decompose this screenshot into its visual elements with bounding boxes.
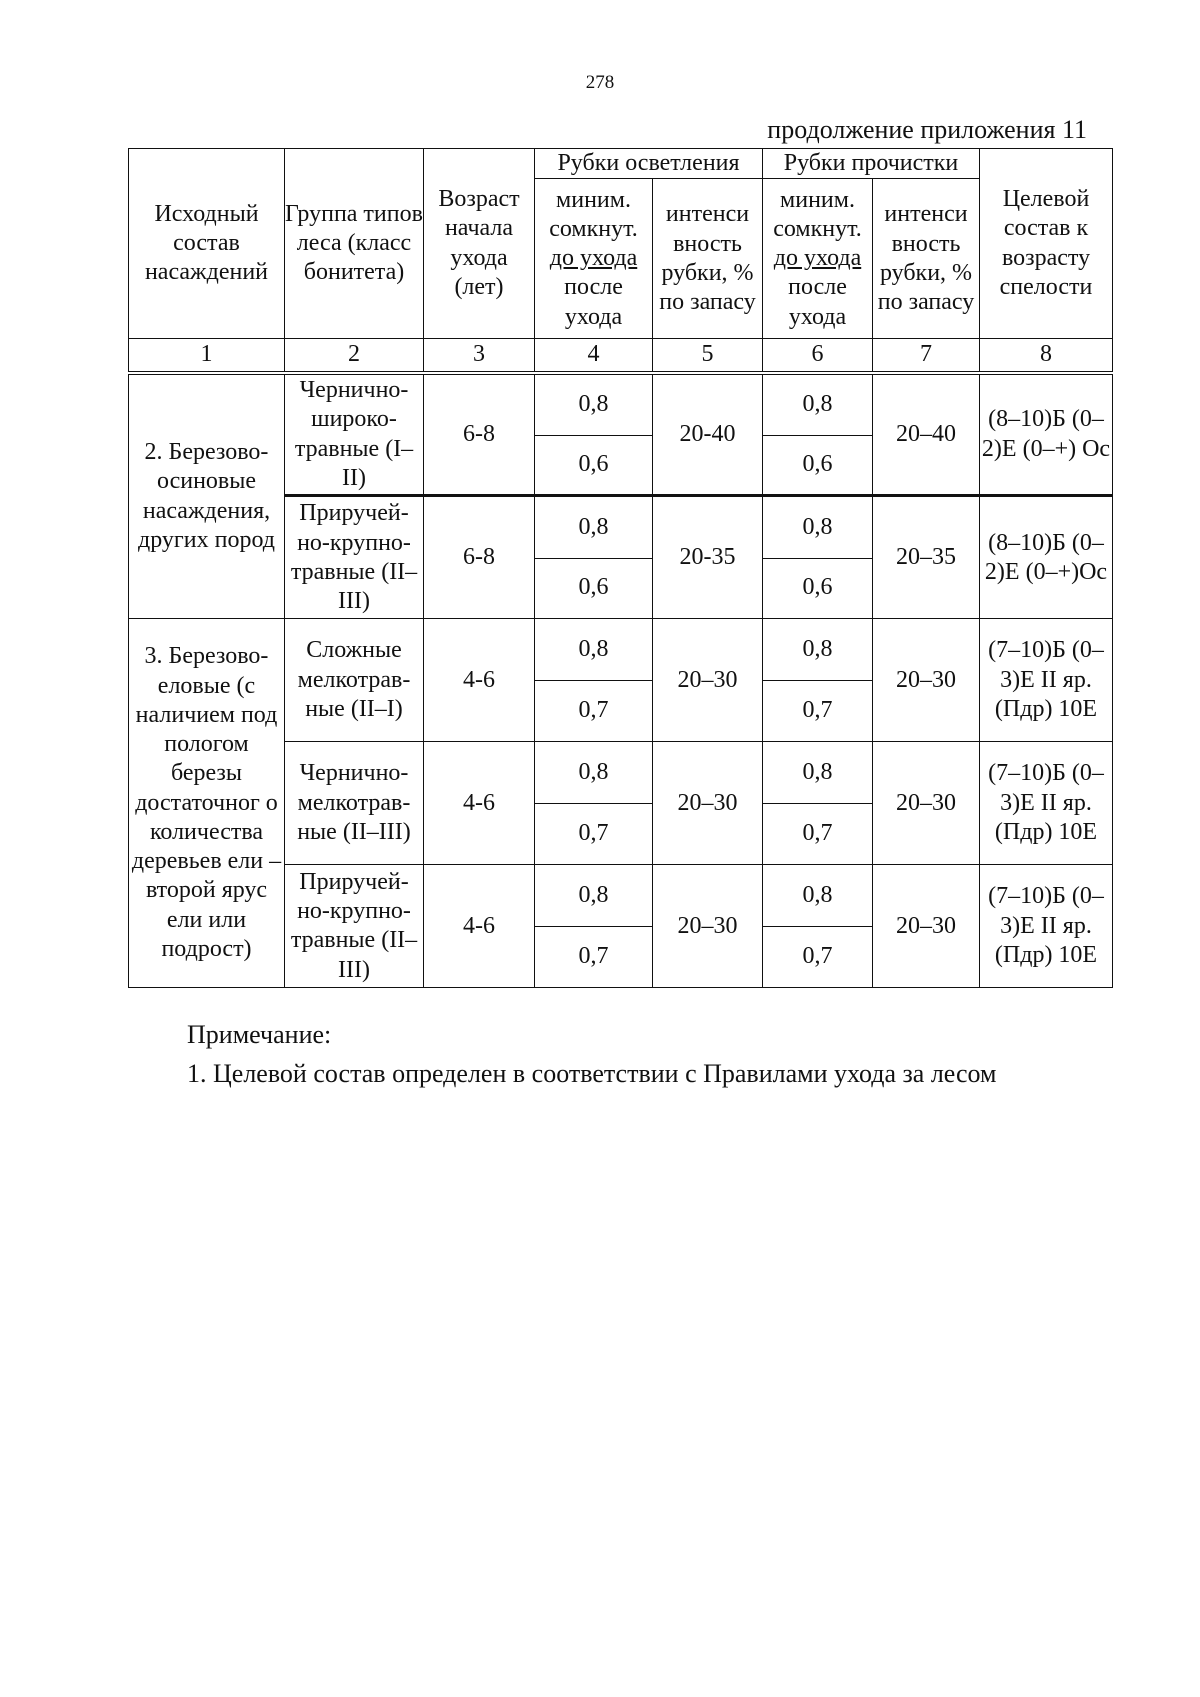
col-number: 6	[763, 339, 873, 373]
forest-care-table	[128, 148, 1113, 988]
page-number: 278	[585, 72, 615, 93]
target-composition-cell: (7–10)Б (0–3)Е II яр. (Пдр) 10Е	[980, 865, 1113, 988]
col-number: 5	[653, 339, 763, 373]
forest-type-cell: Приручей-но-крупно-травные (II–III)	[285, 865, 424, 988]
initial-composition-cell: 3. Березово-еловые (с наличием под пологом березы достаточног о количества деревьев ели – второй ярус ели или подрост)	[129, 619, 285, 988]
initial-composition-cell: 2. Березово-осиновые насаждения, других пород	[129, 373, 285, 619]
intensity-clearing-cell: 20–30	[653, 865, 763, 988]
intensity-clearing-cell: 20-40	[653, 373, 763, 496]
header-initial-composition: Исходный состав насаждений	[129, 149, 285, 339]
density-thinning-cell: 0,8 0,7	[763, 619, 873, 742]
col-number: 7	[873, 339, 980, 373]
header-group-clearing: Рубки осветления	[535, 149, 763, 179]
col-number: 4	[535, 339, 653, 373]
header-target-composition: Целевой состав к возрасту спелости	[980, 149, 1113, 339]
header-min-density-clearing: миним. сомкнут. до ухода после ухода	[535, 179, 653, 339]
start-age-cell: 4-6	[424, 742, 535, 865]
note-title: Примечание:	[187, 1020, 332, 1049]
density-clearing-cell: 0,8 0,6	[535, 373, 653, 496]
table-row	[129, 373, 1113, 496]
density-thinning-cell: 0,8 0,6	[763, 496, 873, 619]
intensity-thinning-cell: 20–30	[873, 865, 980, 988]
forest-type-cell: Чернично-мелкотрав-ные (II–III)	[285, 742, 424, 865]
target-composition-cell: (7–10)Б (0–3)Е II яр. (Пдр) 10Е	[980, 742, 1113, 865]
header-intensity-clearing: интенси вность рубки, % по запасу	[653, 179, 763, 339]
density-thinning-cell: 0,8 0,7	[763, 865, 873, 988]
density-thinning-cell: 0,8 0,7	[763, 742, 873, 865]
density-clearing-cell: 0,8 0,6	[535, 496, 653, 619]
header-group-thinning: Рубки прочистки	[763, 149, 980, 179]
forest-type-cell: Чернично-широко-травные (I–II)	[285, 373, 424, 496]
header-intensity-thinning: интенси вность рубки, % по запасу	[873, 179, 980, 339]
continuation-label: продолжение приложения 11	[767, 115, 1087, 144]
target-composition-cell: (7–10)Б (0–3)Е II яр. (Пдр) 10Е	[980, 619, 1113, 742]
density-clearing-cell: 0,8 0,7	[535, 619, 653, 742]
col-number: 1	[129, 339, 285, 373]
intensity-thinning-cell: 20–30	[873, 619, 980, 742]
start-age-cell: 4-6	[424, 865, 535, 988]
header-forest-type-group: Группа типов леса (класс бонитета)	[285, 149, 424, 339]
start-age-cell: 6-8	[424, 496, 535, 619]
density-clearing-cell: 0,8 0,7	[535, 865, 653, 988]
density-clearing-cell: 0,8 0,7	[535, 742, 653, 865]
col-number: 8	[980, 339, 1113, 373]
note-text: 1. Целевой состав определен в соответствии с Правилами ухода за лесом	[187, 1059, 997, 1088]
intensity-clearing-cell: 20-35	[653, 496, 763, 619]
col-number: 3	[424, 339, 535, 373]
intensity-clearing-cell: 20–30	[653, 742, 763, 865]
target-composition-cell: (8–10)Б (0–2)Е (0–+) Ос	[980, 373, 1113, 496]
density-thinning-cell: 0,8 0,6	[763, 373, 873, 496]
col-number: 2	[285, 339, 424, 373]
intensity-thinning-cell: 20–40	[873, 373, 980, 496]
intensity-thinning-cell: 20–30	[873, 742, 980, 865]
forest-type-cell: Приручей-но-крупно-травные (II–III)	[285, 496, 424, 619]
note	[187, 1015, 997, 1093]
intensity-thinning-cell: 20–35	[873, 496, 980, 619]
table-row	[129, 619, 1113, 742]
forest-type-cell: Сложные мелкотрав-ные (II–I)	[285, 619, 424, 742]
start-age-cell: 4-6	[424, 619, 535, 742]
intensity-clearing-cell: 20–30	[653, 619, 763, 742]
target-composition-cell: (8–10)Б (0–2)Е (0–+)Ос	[980, 496, 1113, 619]
header-min-density-thinning: миним. сомкнут. до ухода после ухода	[763, 179, 873, 339]
header-start-age: Возраст начала ухода (лет)	[424, 149, 535, 339]
start-age-cell: 6-8	[424, 373, 535, 496]
